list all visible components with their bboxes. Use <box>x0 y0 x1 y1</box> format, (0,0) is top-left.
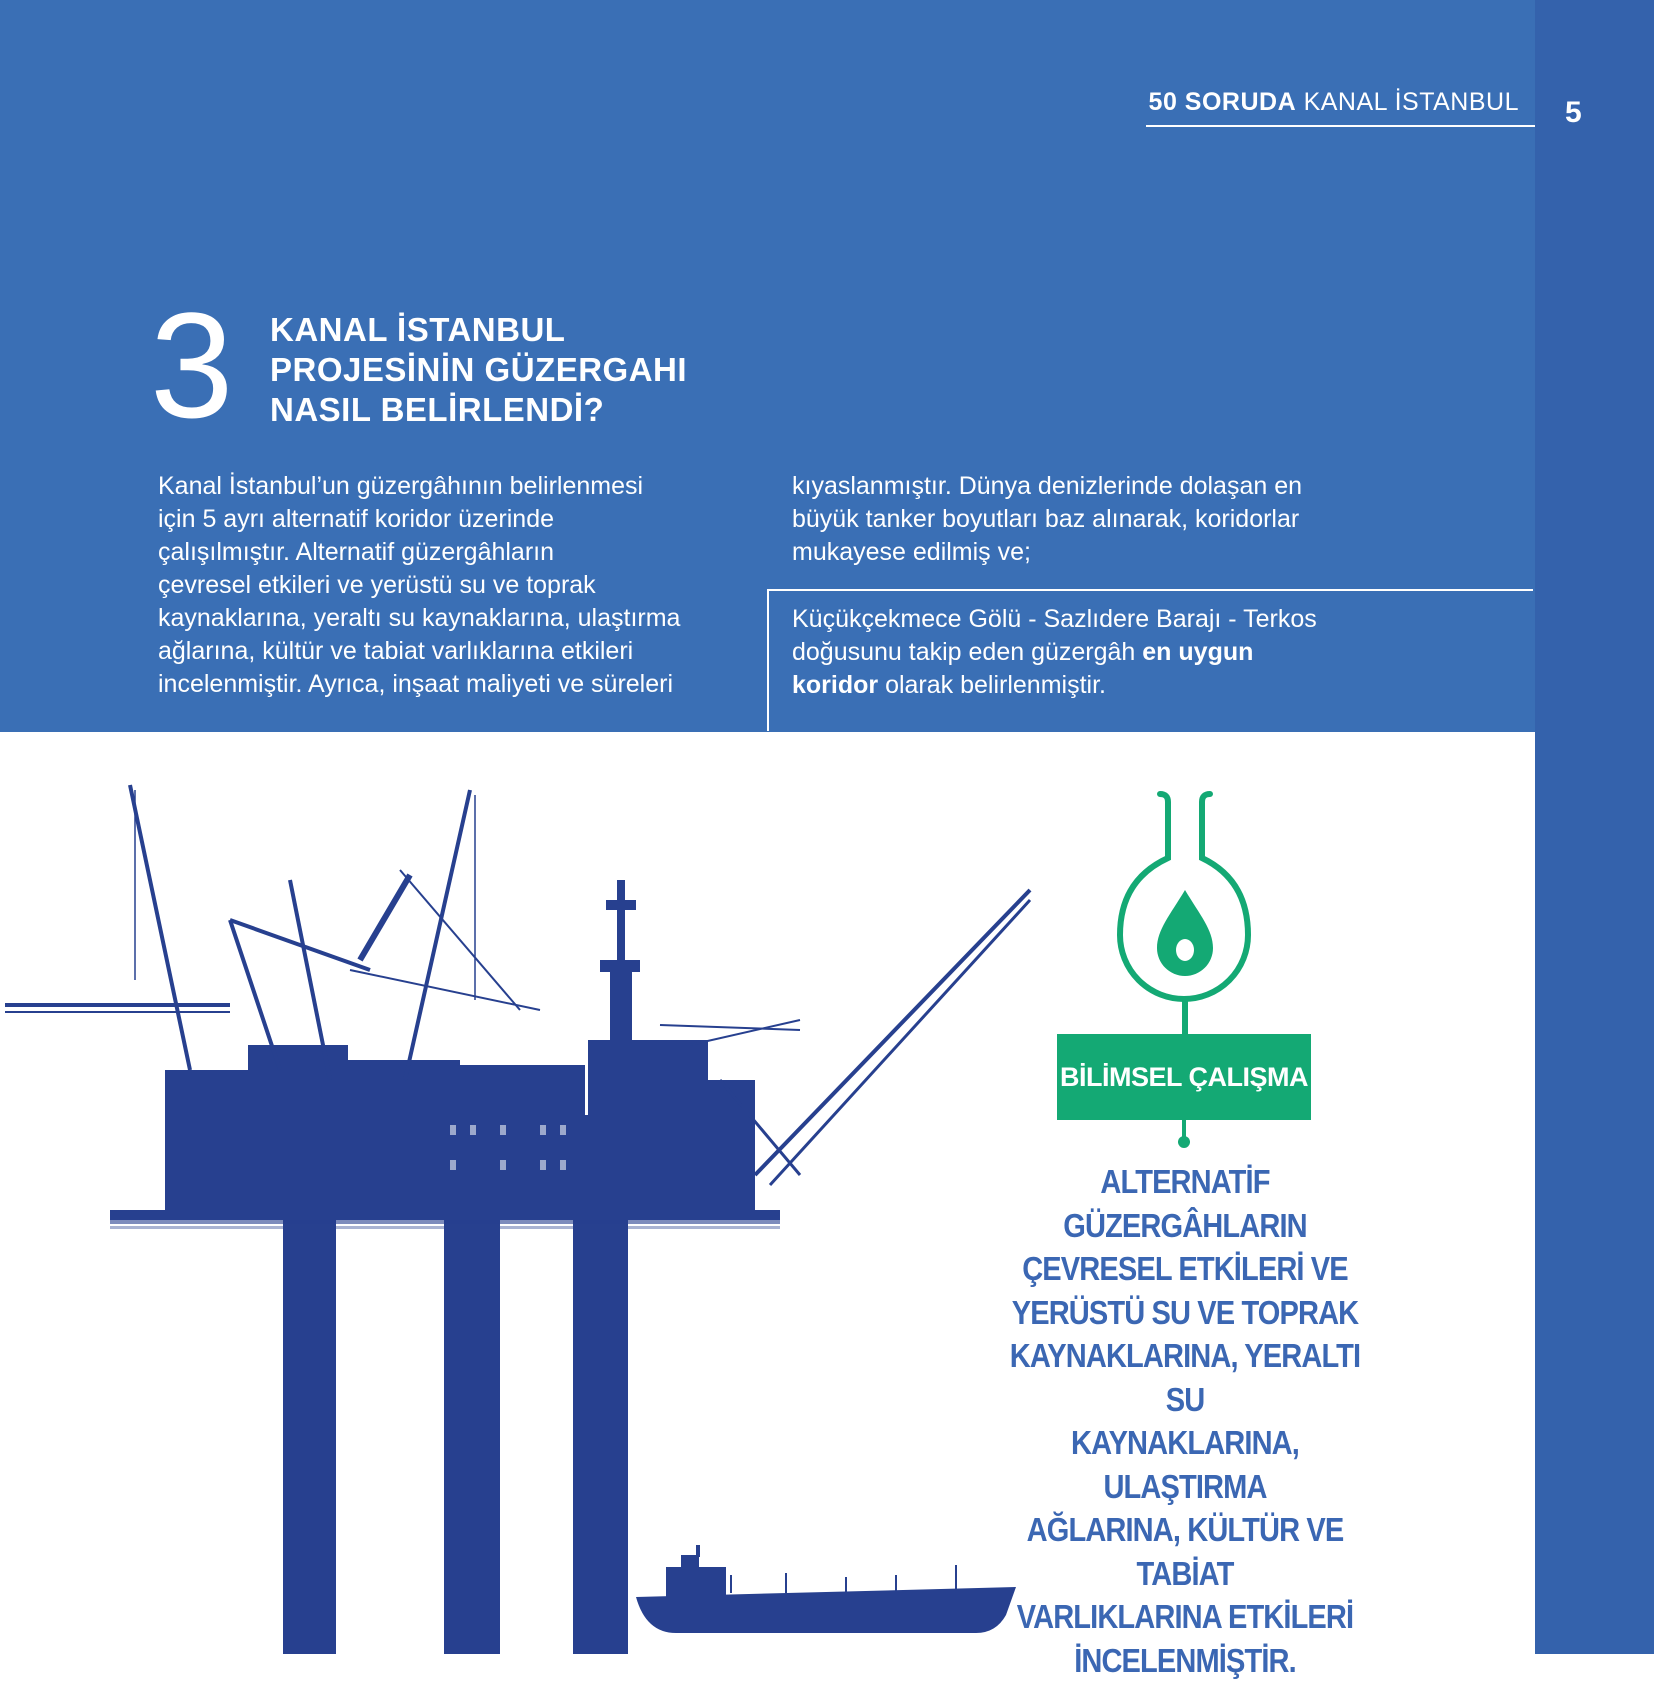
badge-connector-dot <box>1178 1136 1190 1148</box>
body-line: Kanal İstanbul’un güzergâhının belirlenmesi <box>158 470 748 503</box>
highlight-normal: doğusunu takip eden güzergâh <box>792 638 1142 666</box>
body-line: incelenmiştir. Ayrıca, inşaat maliyeti ve süreleri <box>158 668 748 701</box>
header-bold: 50 SORUDA <box>1149 88 1297 116</box>
highlight-line: Küçükçekmece Gölü - Sazlıdere Barajı - Terkos <box>792 603 1412 636</box>
question-title-line: KANAL İSTANBUL <box>270 310 687 350</box>
body-line: kaynaklarına, yeraltı su kaynaklarına, ulaştırma <box>158 602 748 635</box>
header-rest: KANAL İSTANBUL <box>1296 88 1519 116</box>
body-line: büyük tanker boyutları baz alınarak, koridorlar <box>792 503 1392 536</box>
highlight-bold: en uygun <box>1142 638 1253 666</box>
body-line: kıyaslanmıştır. Dünya denizlerinde dolaşan en <box>792 470 1392 503</box>
body-line: mukayese edilmiş ve; <box>792 536 1392 569</box>
callout-text <box>1005 1160 1366 1682</box>
question-title <box>270 310 687 430</box>
body-column-2 <box>792 470 1392 569</box>
offshore-rig-illustration <box>0 780 1040 1654</box>
page-number: 5 <box>1565 96 1585 130</box>
flask-drop-icon <box>1110 790 1260 1035</box>
callout-line: ALTERNATİF GÜZERGÂHLARIN <box>1005 1160 1366 1247</box>
callout-line: KAYNAKLARINA, YERALTI SU <box>1005 1334 1366 1421</box>
highlight-normal: olarak belirlenmiştir. <box>878 671 1106 699</box>
highlight-line <box>792 669 1412 702</box>
callout-line: AĞLARINA, KÜLTÜR VE TABİAT <box>1005 1508 1366 1595</box>
callout-line: İNCELENMİŞTİR. <box>1005 1639 1366 1682</box>
question-title-line: PROJESİNİN GÜZERGAHI <box>270 350 687 390</box>
right-strip <box>1535 0 1654 1654</box>
body-line: için 5 ayrı alternatif koridor üzerinde <box>158 503 748 536</box>
highlight-text <box>792 603 1412 702</box>
badge-bilimsel-calisma: BİLİMSEL ÇALIŞMA <box>1057 1034 1311 1120</box>
callout-line: YERÜSTÜ SU VE TOPRAK <box>1005 1291 1366 1335</box>
body-line: çalışılmıştır. Alternatif güzergâhların <box>158 536 748 569</box>
body-line: ağlarına, kültür ve tabiat varlıklarına etkileri <box>158 635 748 668</box>
body-column-1 <box>158 470 748 701</box>
callout-line: ÇEVRESEL ETKİLERİ VE <box>1005 1247 1366 1291</box>
body-line: çevresel etkileri ve yerüstü su ve toprak <box>158 569 748 602</box>
callout-line: VARLIKLARINA ETKİLERİ <box>1005 1595 1366 1639</box>
highlight-bold: koridor <box>792 671 878 699</box>
question-number: 3 <box>150 290 233 440</box>
highlight-line <box>792 636 1412 669</box>
running-header <box>1149 88 1519 117</box>
question-title-line: NASIL BELİRLENDİ? <box>270 390 687 430</box>
callout-line: KAYNAKLARINA, ULAŞTIRMA <box>1005 1421 1366 1508</box>
tanker-ship-illustration <box>636 1545 1016 1635</box>
header-rule <box>1146 125 1535 127</box>
